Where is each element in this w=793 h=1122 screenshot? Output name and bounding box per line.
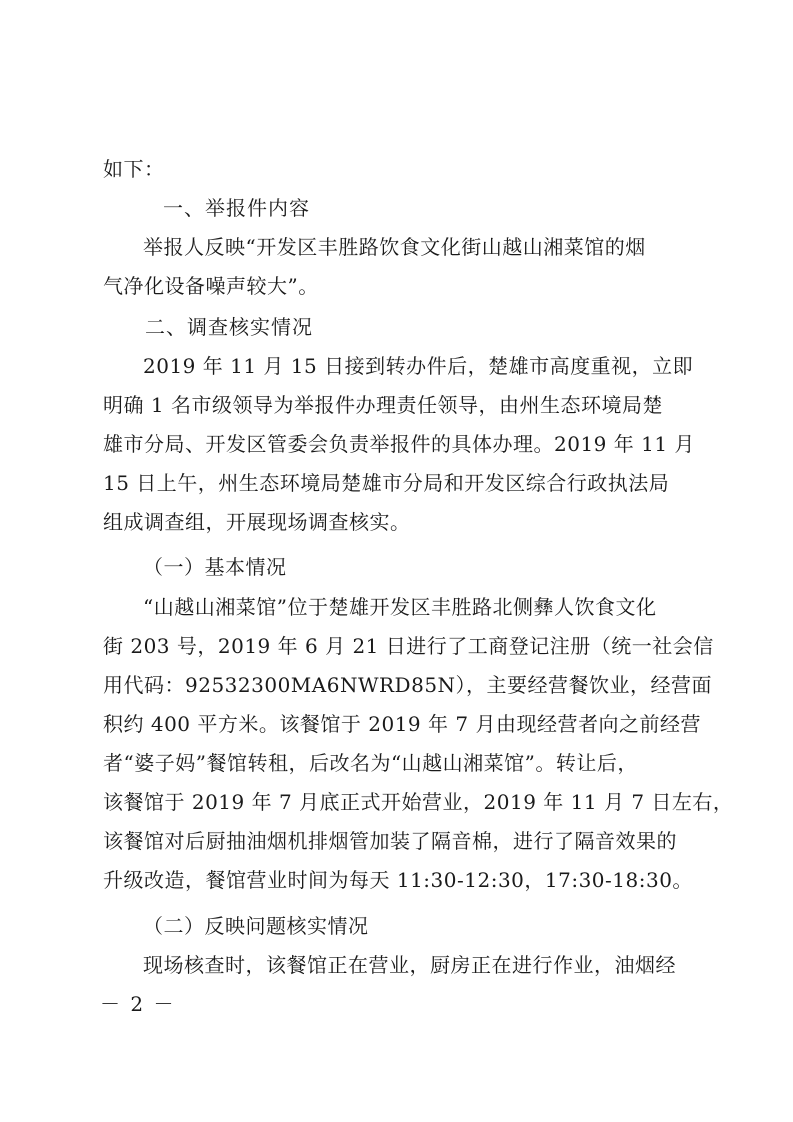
section-heading: 二、调查核实情况 (145, 315, 313, 339)
text-line: 如下： (103, 157, 165, 181)
text-line: “山越山湘菜馆”位于楚雄开发区丰胜路北侧彝人饮食文化 (143, 595, 657, 619)
text-line: 该餐馆于 2019 年 7 月底正式开始营业，2019 年 11 月 7 日左右， (103, 790, 734, 814)
subsection-heading: （一）基本情况 (143, 555, 287, 579)
text-line: 用代码：92532300MA6NWRD85N），主要经营餐饮业，经营面 (103, 673, 713, 697)
text-line: 者“婆子妈”餐馆转租，后改名为“山越山湘菜馆”。转让后， (103, 751, 638, 775)
text-line: 2019 年 11 月 15 日接到转办件后，楚雄市高度重视，立即 (143, 354, 694, 378)
section-heading: 一、举报件内容 (163, 196, 310, 220)
text-line: 15 日上午，州生态环境局楚雄市分局和开发区综合行政执法局 (103, 471, 670, 495)
text-line: 明确 1 名市级领导为举报件办理责任领导，由州生态环境局楚 (103, 393, 663, 417)
text-line: 举报人反映“开发区丰胜路饮食文化街山越山湘菜馆的烟 (143, 235, 646, 259)
text-line: 现场核查时，该餐馆正在营业，厨房正在进行作业，油烟经 (143, 953, 676, 977)
page-number: － 2 － (100, 992, 176, 1016)
text-line: 气净化设备噪声较大”。 (103, 274, 319, 298)
subsection-heading: （二）反映问题核实情况 (143, 914, 369, 938)
text-line: 该餐馆对后厨抽油烟机排烟管加装了隔音棉，进行了隔音效果的 (103, 829, 677, 853)
text-line: 街 203 号，2019 年 6 月 21 日进行了工商登记注册（统一社会信 (103, 634, 714, 658)
text-line: 组成调查组，开展现场调查核实。 (103, 510, 411, 534)
text-line: 升级改造，餐馆营业时间为每天 11:30-12:30，17:30-18:30。 (103, 868, 693, 892)
text-line: 积约 400 平方米。该餐馆于 2019 年 7 月由现经营者向之前经营 (103, 712, 701, 736)
text-line: 雄市分局、开发区管委会负责举报件的具体办理。2019 年 11 月 (103, 432, 695, 456)
